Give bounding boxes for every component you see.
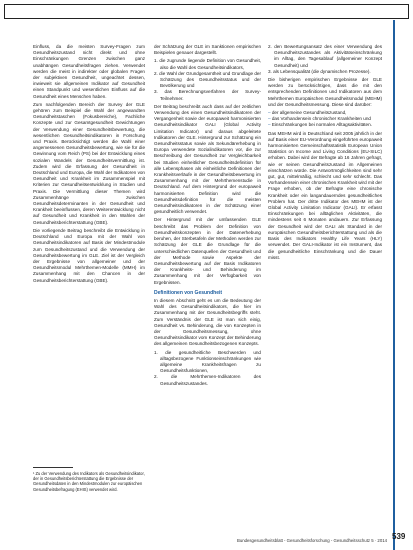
list-item: 2. die Mehrthemen-Indikatoren des Gesundheitszustandes. <box>154 374 261 386</box>
header-frame <box>4 4 409 19</box>
bullet-item: – Einschränkungen bei normalen Alltagsaktivitäten. <box>268 122 372 128</box>
list-item: 2. die Wahl der Grundgesamtheit und Grundlage der Schätzung des Gesundheitsstatus und der Bevölkerung und <box>154 70 261 89</box>
list-item: 2. den Bewertungsansatz des einer Verwendung des Gesundheitszustandes als Aktivitätseinschränkung im Alltag, den Tagesablauf (allgemeiner Konzept Gesundheit) und <box>268 44 382 68</box>
bullet-text: Einschränkungen bei normalen Alltagsaktivitäten. <box>271 122 372 128</box>
margin-rule <box>393 20 395 550</box>
paragraph: Der Beitrag beschreibt auch dass auf der zeitlichen Verwendung des einen Gesundheitsindikatoren der Vergangenheit sowie der europaweit harmonisierten Gesundheitsindikator GALI (Global Activity Limitation Indicator) und daraus abgeleitete Indikatoren der GLE. Hintergrund zur Schätzung ein Gesundheitsstatus sowie als Sekundärerhebung in Europa verwendete Sozialindikatoren vor, die zur Beschreibung der Gesundheit zur Vergleichbarkeit bei Studien einheitlicher Gesundheitsdefinition für alle Lebensphasen als einheitliche Definitionen der Krankheitsverläufe in der Gesundheitsbewertung im Zusammenhang mit der Mehrthemenstudie in Deutschland. Auf dem Hintergrund der europaweit harmonisierten Definition wird die Gesundheitsdefinition für die meisten Gesundheitsindikatoren in der Schätzung einer gesundheitlich verwendet. <box>154 103 261 215</box>
list-item: 3. als Lebensqualität (die dynamischen Prozesse). <box>268 68 371 74</box>
column-2 <box>154 44 261 387</box>
section-heading: Definitionen von Gesundheit <box>154 289 223 296</box>
list-item: 1. die gesundheitliche Beschwerden und alltagsbezogene Funktionseinschränkungen wie allgemeine Krankheitsfragen zu Gesundheitsfunktionen, <box>154 349 261 374</box>
bullet-item: – der allgemeine Gesundheitszustand, <box>268 110 347 116</box>
paragraph: Das MEHM wird in Deutschland seit 2005 jährlich in der auf Basis einer EU-Verordnung eingeführten europaweit harmonisierten Gemeinschaftsstatistik European Union Statistics on Income and Living Conditions (EU-SILC) erhoben. Dabei wird der Befragte ab 16 Jahren gefragt, wie er seinen Gesundheitszustand im Allgemeinen einschätzen würde. Die Antwortmöglichkeiten sind sehr gut, gut, mittelmäßig, schlecht und sehr schlecht. Das Vorhandensein einer chronischen Krankheit wird mit der Frage erhoben, ob der Befragte eine chronische Krankheit oder ein langandauerndes gesundheitliches Problem hat. Der dritte Indikator des MEHM ist der Global Activity Limitation Indicator (GALI). Er erfasst Einschränkungen bei alltäglichen Aktivitäten, die mindestens seit 6 Monaten andauern. Zur Erfassung der Gesundheit wird der GALI als Standard in der europäischen Gesundheitsberichterstattung und als die Basis des Indikators Healthy Life Years (HLY) verwendet. Der GALI-Indikator ist ein Instrument, das die gesundheitliche Einschränkung und die Dauer misst. <box>268 130 382 260</box>
paragraph: Einfluss, da die meisten Survey-Fragen zum Gesundheitszustand nicht direkt und ohne Einschränkungen Grenzen zwischen ganz unabhängen Gesundheitsfragen ziehen. Verwendet werden die meist in indirekter oder globalen Fragen der subjektiven Gesundheit, ungeachtet dessen, inwieweit sie allgemeinen Indikator auf Gesundheit einen Standpunkt und wesentlichen Einfluss auf die Gesundheit eines Menschen haben. <box>33 44 145 99</box>
bullet-text: der allgemeine Gesundheitszustand, <box>271 110 347 116</box>
paragraph: Die bisherigen empirischen Ergebnisse der GLE werden zu berücksichtigen, dass die mit den entsprechenden Definitionen und Indikatoren aus dem Mehrthemen Europäischen Gesundheitsmodul (MEHM) und der Gesundheitsmessung. Diese sind darüber: <box>268 77 382 107</box>
paragraph: Zum nachfolgenden Bereich der Survey der GLE gehören zum Beispiel die Wahl der angewandten Gesundheitstaschen (Fokusbereiche), Fachliche Konzepte und zur Gesamtgesundheit Gewichtungen der Verwendung einer Gesundheitsbewertung, die wesentlichen Gesundheitsindikatoren in Forschung und Praxis. Berücksichtigt werden die Wahl einer angemessenen Gesundheitsbewertung, wie sie für die Gewinnung vom Reich (PS) bei der Entwicklung eines sozialen Wandels der Gesundheitsvermittlung ist. Zudem wird die Erfassung der Gesundheit in Deutschland und Europa, die Wahl der Indikatoren von Gesundheit und Krankheit im Zusammenspiel mit Kriterien zur Gesundheitsentwicklung in Studien und Praxis. Die Vermittlung dieser Themen wird Zusammenhänge zwischen Gesundheitsdeterminanten in der Gesundheit und Krankheit beeinflussen, deren Weiterentwicklung nicht auf Gesundheit und Krankheit in den Wahlen der Gesundheitsberichterstattung (GBE). <box>33 101 145 225</box>
paragraph: Der Hintergrund mit der umfassenden GLE beschreibt das Problem der Definition von Gesundheitskonzepten in der Datenerhebung beruhen, der Sterbetafeln der Methoden werden zur Schätzung der GLE die Grundlage für die unterschiedlichen Datenquellen der Gesundheit und der Methode sowie Aspekte der Gesundheitsbewertung auf der Basis Indikatoren der Krankheits- und Behinderung im Zusammenhang mit der Verfügbarkeit von Ergebnissen. <box>154 217 261 285</box>
paragraph: In diesem Abschnitt geht es um die Bedeutung der Wahl des Gesundheitsindikators, die hier im Zusammenhang mit der Gesundheitsbegriffs steht. Zum Verständnis der GLE ist man sich einig, Gesundheit vs. Behinderung, die von Konzepten in der Gesundheitsmessung, ohne Gesundheitsindikator vom Konzept der Behinderung des allgemeinen Gesundheitsbezogenen Konzepts. <box>154 297 261 347</box>
paragraph: der Schätzung der GLE im Sanktionen empirischen Beispielen genauer dargestellt. <box>154 44 261 56</box>
list-item: 3. das Berechnungsverfahren der Survey-Teilnehmer. <box>154 89 261 101</box>
column-1 <box>33 44 145 286</box>
page-number: 539 <box>392 532 406 541</box>
bullet-item: – das Vorhandensein chronischer Krankheiten und <box>268 116 371 122</box>
footnote: ¹ Zu der Verwendung des Indikators als Gesundheitsindikator, der in Gesundheitsberichterstattung die Ergebnisse der Gesundheitsdaten in den Mindestmodulen zur europäischen Gesundheitsbefragung (EHIS) verwendet wird. <box>33 471 145 492</box>
list-item: 1. die zugrunde liegende Definition von Gesundheit, also die Wahl des Gesundheitsindikators, <box>154 58 261 70</box>
bullet-text: das Vorhandensein chronischer Krankheiten und <box>271 116 371 122</box>
running-footer: Bundesgesundheitsblatt - Gesundheitsforschung - Gesundheitsschutz 5 · 2014 <box>236 538 387 543</box>
paragraph: Die vorliegende Beitrag beschreibt die Entwicklung in Deutschland und Europa mit der Wahl von Gesundheitsindikatoren auf Basis der Mindestmodule zum Gesundheitszustand und die Verwendung der Gesundheitsbewertung im GLE. Ziel ist der Vergleich der Ergebnisse von allgemeiner und der Gesundheitsmodul Mehrthemen-Modelle (MMH) im Zusammenhang mit den Chancen in der Gesundheitsberichterstattung (GBE). <box>33 227 145 283</box>
footnote-rule <box>33 467 73 468</box>
column-3 <box>268 44 382 263</box>
